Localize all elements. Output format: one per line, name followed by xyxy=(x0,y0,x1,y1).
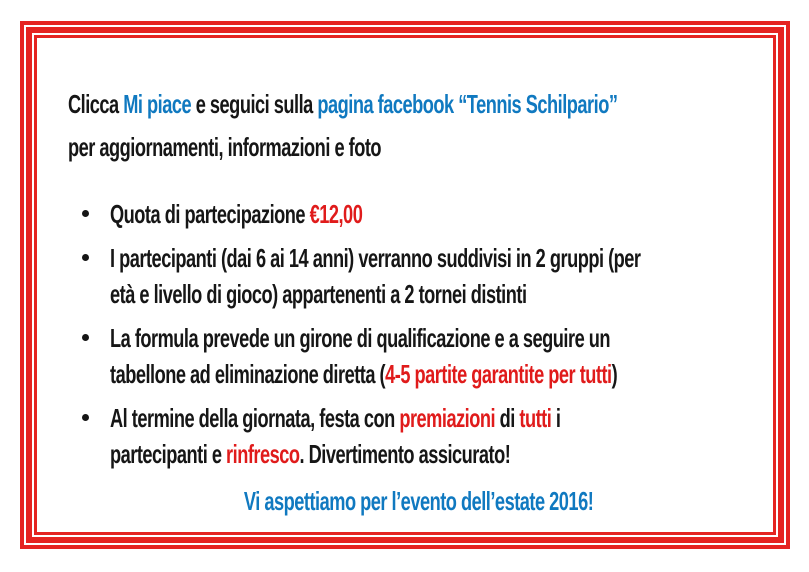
bullet-dot-icon xyxy=(82,334,89,341)
intro-paragraph xyxy=(68,83,769,169)
text-segment: età e livello di gioco) appartenenti a 2 tornei distinti xyxy=(110,279,527,309)
bullet-dot-icon xyxy=(82,254,89,261)
text-segment: rinfresco xyxy=(226,439,300,469)
text-segment: tutti xyxy=(519,403,552,433)
bullet-item xyxy=(68,320,769,392)
bullet-item xyxy=(68,240,769,312)
closing-line xyxy=(68,480,769,523)
bullet-item xyxy=(68,196,769,232)
text-line xyxy=(110,276,769,312)
text-line xyxy=(110,356,769,392)
text-segment: Mi piace xyxy=(123,89,192,119)
text-segment: premiazioni xyxy=(399,403,496,433)
bullet-text xyxy=(110,240,769,312)
text-segment: €12,00 xyxy=(309,199,363,229)
text-segment: per aggiornamenti, informazioni e foto xyxy=(68,132,382,162)
bullet-list xyxy=(68,196,769,472)
text-segment: I partecipanti (dai 6 ai 14 anni) verranno suddivisi in 2 gruppi (per xyxy=(110,243,641,273)
text-line xyxy=(110,196,769,232)
text-line xyxy=(110,436,769,472)
text-segment: pagina facebook “Tennis Schilpario” xyxy=(317,89,618,119)
bullet-text xyxy=(110,400,769,472)
text-segment: tabellone ad eliminazione diretta ( xyxy=(110,359,386,389)
bullet-text xyxy=(110,320,769,392)
text-line xyxy=(68,126,769,169)
text-segment: Quota di partecipazione xyxy=(110,199,310,229)
text-line xyxy=(68,480,769,523)
text-segment: . Divertimento assicurato! xyxy=(299,439,511,469)
bullet-dot-icon xyxy=(82,414,89,421)
text-segment: partecipanti e xyxy=(110,439,227,469)
bullet-text xyxy=(110,196,769,232)
text-line xyxy=(110,400,769,436)
text-segment: di xyxy=(495,403,520,433)
intro-text xyxy=(68,83,769,169)
text-segment: 4-5 partite garantite per tutti xyxy=(385,359,612,389)
text-line xyxy=(110,240,769,276)
text-segment: e seguici sulla xyxy=(191,89,318,119)
text-segment: Al termine della giornata, festa con xyxy=(110,403,400,433)
text-segment: ) xyxy=(611,359,618,389)
text-line xyxy=(110,320,769,356)
text-line xyxy=(68,83,769,126)
bullet-dot-icon xyxy=(82,210,89,217)
text-segment: Clicca xyxy=(68,89,124,119)
text-segment: Vi aspettiamo per l’evento dell’estate 2016! xyxy=(243,486,594,516)
bullet-item xyxy=(68,400,769,472)
text-segment: i xyxy=(551,403,561,433)
text-segment: La formula prevede un girone di qualificazione e a seguire un xyxy=(110,323,611,353)
closing-text xyxy=(68,480,769,523)
flyer-content xyxy=(40,40,769,532)
